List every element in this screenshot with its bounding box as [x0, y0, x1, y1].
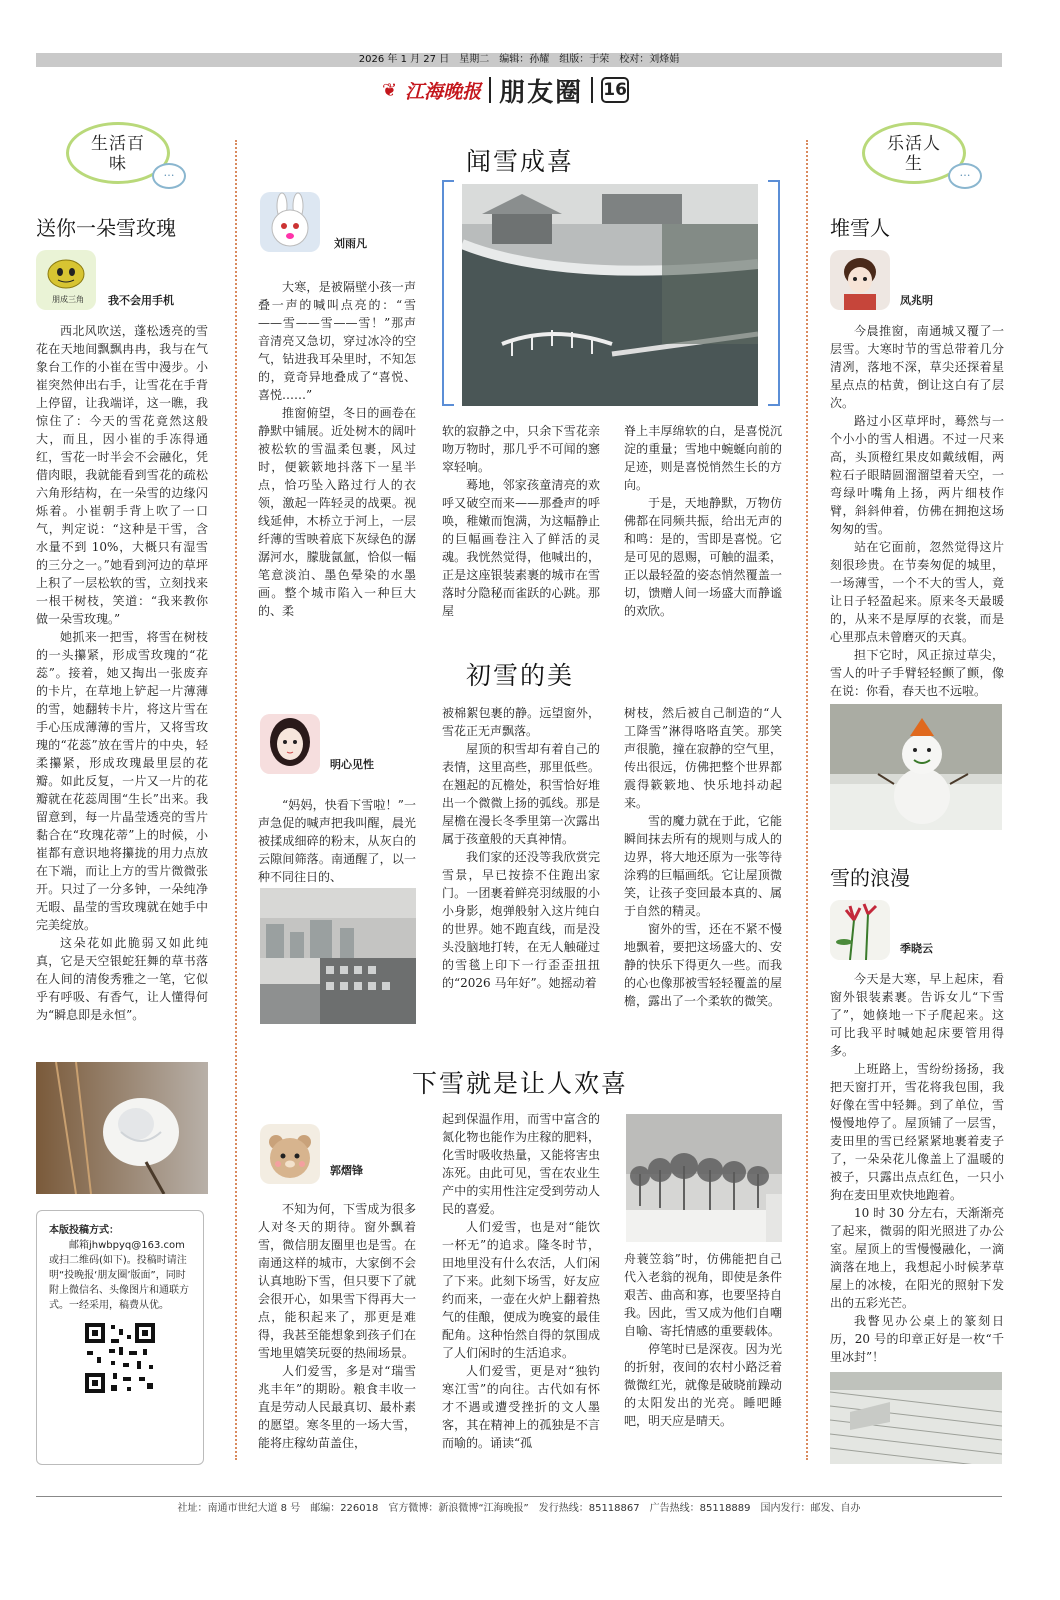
header-info-bar: 2026 年 1 月 27 日 星期二 编辑：孙耀 组版：于荣 校对：刘烽娟 [36, 53, 1002, 67]
paragraph: 她抓来一把雪，将雪在树枝的一头攥紧，形成雪玫瑰的“花蕊”。接着，她又掏出一张废弃的卡片，在草地上铲起一片薄薄的雪，她翻转卡片，将这片雪在手心压成薄薄的雪片，又将雪玫瑰的“花蕊”放在雪片的中央，轻柔攥紧，形成玫瑰最里层的花瓣。如此反复，一片又一片的花瓣就在花蕊周围“生长”出来。我留意到，每一片晶莹透亮的雪片黏合在“玫瑰花蒂”上的时候，小崔都有意识地将攥拢的用力点放在下端，而让上方的雪片微微张开。只过了一分多钟，一朵纯净无暇、晶莹的雪玫瑰就在她手中完美绽放。 [36, 630, 208, 932]
snowman-photo [830, 704, 1002, 830]
article-column [442, 704, 600, 992]
section-title: 朋友圈 [499, 77, 584, 108]
article-title: 送你一朵雪玫瑰 [36, 216, 176, 240]
chat-bubble-icon: … [152, 163, 186, 189]
avatar-caption: 朋成三角 [52, 295, 84, 304]
article-title: 雪的浪漫 [830, 866, 910, 890]
article-body [36, 322, 208, 1024]
paragraph: 蓦地，邻家孩童清亮的欢呼又破空而来——那叠声的呼唤，稚嫩而饱满，为这幅静止的巨幅画卷注入了鲜活的灵魂。我恍然觉得，他喊出的，正是这座银装素裹的城市在雪落时分隐秘而雀跃的心跳。那屋 [442, 478, 600, 618]
article-body [830, 970, 1004, 1366]
masthead-divider [591, 77, 593, 103]
paragraph: 不知为何，下雪成为很多人对冬天的期待。窗外飘着雪，微信朋友圈里也是雪。在南通这样的城市，大家倒不会认真地盼下雪，但只要下了就会很开心，如果雪下得再大一点，能积起来了，那更是难得，我甚至能想象到孩子们在雪地里嬉笑玩耍的热闹场景。 [258, 1202, 416, 1360]
article-title: 下雪就是让人欢喜 [411, 1069, 628, 1098]
paragraph: 推窗俯望，冬日的画卷在静默中铺展。近处树木的阔叶被松软的雪温柔包裹，风过时，便簌簌地抖落下一星半点，恰巧坠入路过行人的衣领，激起一阵轻灵的战栗。视线延伸，木桥立于河上，一层纤薄的雪映着底下灰绿色的潺潺河水，朦胧氤氲，恰似一幅笔意淡泊、墨色晕染的水墨画。整个城市陷入一种巨大的、柔 [258, 406, 416, 618]
paragraph: 于是，天地静默，万物仿佛都在同频共振，给出无声的和鸣：是的，雪即是喜悦。它是可见的恩赐，可触的温柔，正以最轻盈的姿态悄然覆盖一切，馈赠人间一场盛大而静谧的欢欣。 [624, 496, 782, 618]
brand-name: 江海晚报 [405, 80, 482, 103]
paragraph: 上班路上，雪纷纷扬扬，我把天窗打开，雪花将我包围，我好像在雪中轻舞。到了单位，雪慢慢地停了。屋顶铺了一层雪，麦田里的雪已经紧紧地裹着麦子了，一朵朵花儿像盖上了温暖的被子，只露出点点红色，一只小狗在麦田里欢快地跑着。 [830, 1062, 1004, 1202]
article-column [258, 796, 416, 886]
paragraph: 人们爱雪，也是对“能饮一杯无”的追求。隆冬时节，田地里没有什么农活，人们闲了下来。此刻下场雪，好友应约而来，一壶在火炉上翻着热气的佳酿，便成为晚宴的最佳配角。这种怡然自得的氛围成了人们闲时的生活追求。 [442, 1220, 600, 1360]
paragraph: “妈妈，快看下雪啦！”一声急促的喊声把我叫醒，晨光被揉成细碎的粉末，从灰白的云隙间筛落。南通醒了，以一种不同往日的、 [258, 798, 416, 884]
article-column [624, 1250, 782, 1430]
chat-bubble-icon: … [948, 163, 982, 189]
article-title: 堆雪人 [830, 216, 890, 240]
boy-avatar-icon [830, 250, 890, 310]
bear-avatar-icon [260, 1124, 320, 1184]
paragraph: 人们爱雪，更是对“独钓寒江雪”的向往。古代如有怀才不遇或遭受挫折的文人墨客，其在精神上的孤独是不言而喻的。诵读“孤 [442, 1364, 600, 1450]
brand-logo-icon: ❦ [382, 79, 398, 101]
paragraph: 屋顶的积雪却有着自己的表情，这里高些，那里低些。在翘起的瓦檐处，积雪恰好堆出一个微微上扬的弧线。那是屋檐在漫长冬季里第一次露出属于孩童般的天真神情。 [442, 742, 600, 846]
paragraph: 脊上丰厚绵软的白，是喜悦沉淀的重量；雪地中蜿蜒向前的足迹，则是喜悦悄然生长的方向。 [624, 424, 782, 492]
badge-text: 乐活人生 [887, 134, 941, 174]
article-title: 闻雪成喜 [465, 147, 574, 176]
badge-text: 生活百味 [91, 134, 145, 174]
photo-frame-right [768, 180, 780, 406]
paragraph: 舟蓑笠翁”时，仿佛能把自己代入老翁的视角，即使是条件艰苦、曲高和寡，也要坚持自我。因此，雪又成为他们自嘲自喻、寄托情感的重要载体。 [624, 1252, 782, 1338]
article-column [442, 1110, 600, 1452]
masthead [382, 74, 629, 106]
author-name: 刘雨凡 [334, 237, 367, 250]
qr-code[interactable] [83, 1321, 157, 1395]
paragraph: 人们爱雪，多是对“瑞雪兆丰年”的期盼。粮食丰收一直是劳动人民最真切、最朴素的愿望。寒冬里的一场大雪，能将庄稼幼苗盖住， [258, 1364, 416, 1450]
paragraph: 软的寂静之中，只余下雪花亲吻万物时，那几乎不可闻的窸窣轻响。 [442, 424, 600, 474]
paragraph: 担下它时，风正掠过草尖，雪人的叶子手臂轻轻颤了颤，像在说：你看，春天也不远啦。 [830, 648, 1004, 698]
paragraph: 被棉絮包裹的静。远望窗外，雪花正无声飘落。 [442, 706, 600, 738]
paragraph: 树枝，然后被自己制造的“人工降雪”淋得咯咯直笑。那笑声很脆，撞在寂静的空气里，传出很远，仿佛把整个世界都震得簌簌地、快乐地抖动起来。 [624, 706, 782, 810]
avatar [830, 900, 890, 960]
column-divider [806, 140, 808, 1460]
photo-frame-left [442, 180, 454, 406]
article-body [830, 322, 1004, 700]
paragraph: 路过小区草坪时，蓦然与一个小小的雪人相遇。不过一尺来高，头顶橙红果皮如戴绒帽，两粒石子眼睛圆溜溜望着天空，一弯绿叶嘴角上扬，两片细枝作臂，斜斜伸着，仿佛在拥抱这场匆匆的雪。 [830, 414, 1004, 536]
paragraph: 西北风吹送，蓬松透亮的雪花在天地间飘飘冉冉，我与在气象台工作的小崔在雪中漫步。小崔突然伸出右手，让雪花在手背上停留，让我端详，这一瞧，我惊住了：今天的雪花竟然这般大，而且，因小崔的手冻得通红，雪花一时半会不会融化，凭借肉眼，我就能看到雪花的疏松六角形结构，在一朵雪的边缘闪烁着。小崔朝手背上吹了一口气，判定说：“这种是干雪，含水量不到 10%，大概只有湿雪的三分之一。”她看到河边的草坪上积了一层松软的雪，立刻找来一根干树枝，笑道：“我来教你做一朵雪玫瑰。” [36, 324, 208, 626]
page-number: 16 [601, 77, 629, 103]
author-name: 凤兆明 [900, 294, 933, 307]
article-column [624, 704, 782, 1010]
avatar [830, 250, 890, 310]
snowy-field-photo [830, 1372, 1002, 1464]
paragraph: 今晨推窗，南通城又覆了一层雪。大寒时节的雪总带着几分清冽，落地不深，草尖还探着星星点点的枯黄，倒让这白有了层次。 [830, 324, 1004, 410]
author-name: 季晓云 [900, 942, 933, 955]
author-name: 我不会用手机 [108, 294, 174, 307]
info-text: 邮箱jhwbpyq@163.com或扫二维码(如下)。投稿时请注明“投晚报‘朋友圈’版面”，同时附上微信名、头像图片和通联方式。一经采用，稿费从优。 [49, 1240, 189, 1311]
snow-rose-photo [36, 1062, 208, 1194]
paragraph: 雪的魔力就在于此，它能瞬间抹去所有的规则与成人的边界，将大地还原为一张等待涂鸦的巨幅画纸。它让屋顶微笑，让孩子变回最本真的、属于自然的精灵。 [624, 814, 782, 918]
paragraph: 窗外的雪，还在不紧不慢地飘着，要把这场盛大的、安静的快乐下得更久一些。而我的心也像那被雪轻轻覆盖的屋檐，露出了一个柔软的微笑。 [624, 922, 782, 1008]
paragraph: 我瞥见办公桌上的篆刻日历，20 号的印章正好是一枚“千里冰封”！ [830, 1314, 1004, 1364]
lily-flower-avatar-icon [830, 900, 890, 960]
article-column [258, 1200, 416, 1452]
footer-info: 社址：南通市世纪大道 8 号 邮编：226018 官方微博：新浪微博“江海晚报” 发行热线：85118867 广告热线：85118889 国内发行：邮发、自办 [177, 1503, 861, 1514]
paragraph: 起到保温作用，而雪中富含的氮化物也能作为庄稼的肥料，化雪时吸收热量，又能将害虫冻死。由此可见，雪在农业生产中的实用性注定受到劳动人民的喜爱。 [442, 1112, 600, 1216]
paragraph: 站在它面前，忽然觉得这片刻很珍贵。在节奏匆促的城里，一场薄雪，一个不大的雪人，竟让日子轻盈起来。原来冬天最暖的，从来不是厚厚的衣裳，而是心里那点未曾磨灭的天真。 [830, 540, 1004, 644]
paragraph: 这朵花如此脆弱又如此纯真，它是天空银蛇狂舞的草书落在人间的清俊秀雅之一笔，它似乎有呼吸、有香气，让人懂得何为“瞬息即是永恒”。 [36, 936, 208, 1022]
snowy-city-photo [260, 888, 416, 1024]
article-title: 初雪的美 [465, 661, 574, 690]
avatar [260, 714, 320, 774]
bunny-avatar-icon [260, 192, 320, 252]
article-column [624, 422, 782, 620]
snowy-trees-photo [626, 1114, 782, 1242]
avatar [260, 192, 320, 252]
avatar [260, 1124, 320, 1184]
footer-divider [36, 1496, 1002, 1497]
article-column [442, 422, 600, 620]
masthead-divider [489, 77, 491, 103]
article-column [258, 278, 416, 620]
paragraph: 我们家的还没等我欣赏完雪景，早已按捺不住跑出家门。一团裹着鲜亮羽绒服的小小身影，炮弹般射入这片纯白的世界。她不跑直线，而是没头没脑地打转，在无人触碰过的雪毯上印下一行歪歪扭扭的“2026 马年好”。她摇动着 [442, 850, 600, 990]
paragraph: 大寒，是被隔壁小孩一声叠一声的喊叫点亮的：“雪——雪——雪——雪！”那声音清亮又急切，穿过冰冷的空气，钻进我耳朵里时，不知怎的，竟奇异地叠成了“喜悦、喜悦……” [258, 280, 416, 402]
column-divider [235, 140, 237, 1460]
paragraph: 10 时 30 分左右，天渐渐亮了起来，微弱的阳光照进了办公室。屋顶上的雪慢慢融化，一滴滴落在地上，我想起小时候茅草屋上的冰棱，在阳光的照射下发出的五彩光芒。 [830, 1206, 1004, 1310]
girl-avatar-icon [260, 714, 320, 774]
info-title: 本版投稿方式： [49, 1225, 119, 1236]
paragraph: 今天是大寒，早上起床，看窗外银装素裹。告诉女儿“下雪了”，她倏地一下子爬起来。这可比我平时喊她起床要管用得多。 [830, 972, 1004, 1058]
author-name: 明心见性 [330, 758, 374, 771]
submission-info-box [36, 1210, 204, 1465]
snowy-river-bridge-photo [462, 184, 758, 406]
author-name: 郭熠锋 [330, 1164, 363, 1177]
paragraph: 停笔时已是深夜。因为光的折射，夜间的农村小路泛着微微红光，就像是破晓前躁动的太阳发出的光亮。睡吧睡吧，明天应是晴天。 [624, 1342, 782, 1428]
